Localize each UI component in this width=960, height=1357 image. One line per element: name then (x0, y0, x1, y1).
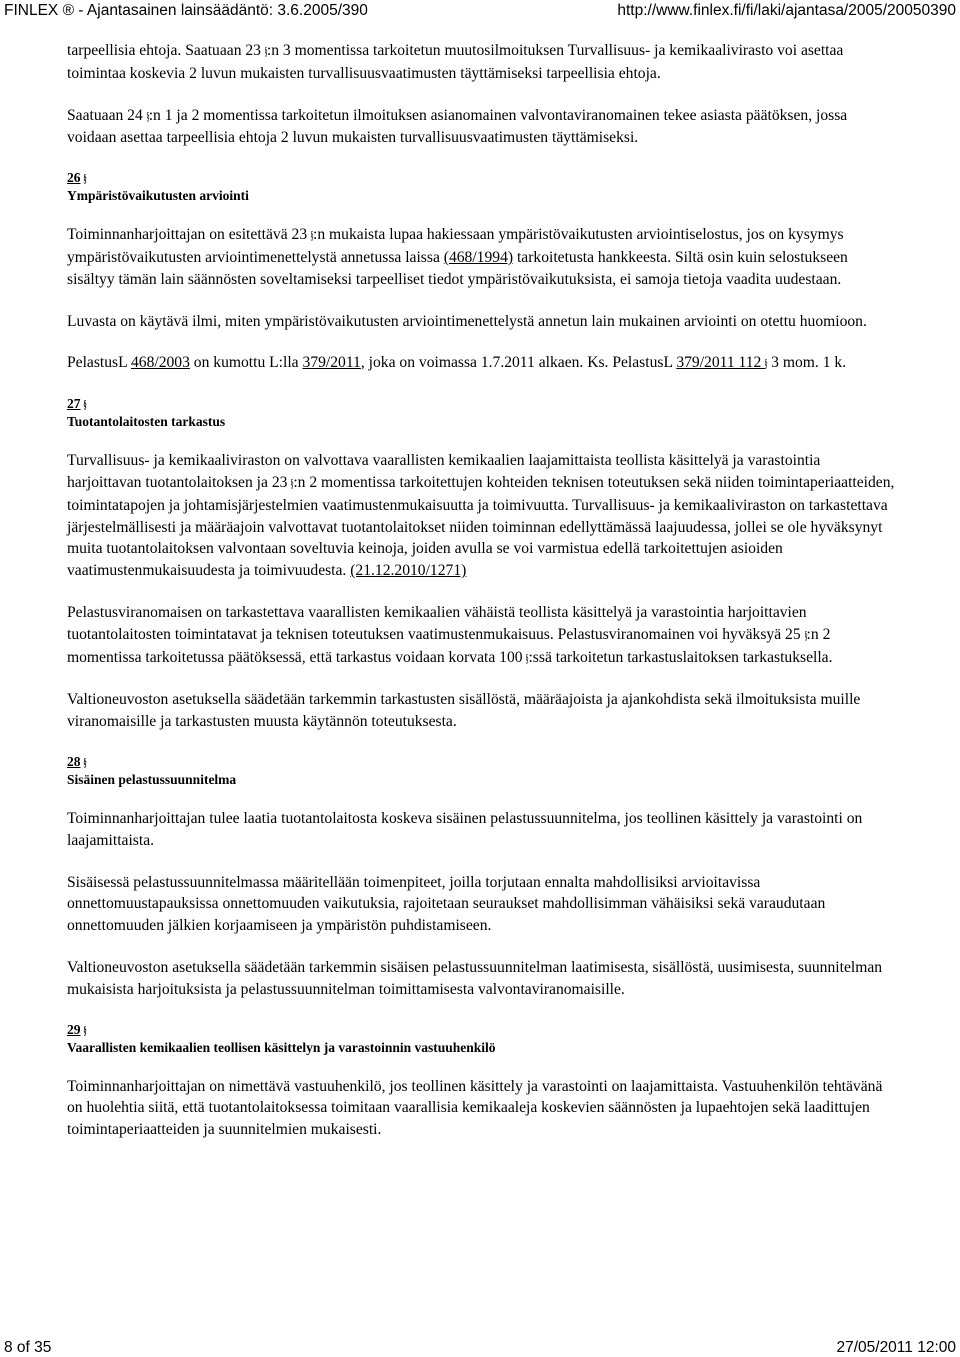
section-sign-icon: § (264, 44, 268, 58)
paragraph: Sisäisessä pelastussuunnitelmassa määritellään toimenpiteet, joilla torjutaan ennalta mahdollisiksi arvioitavissa onnettomuustapauksissa onnettomuuden vaikutuksia, rajoitetaan seuraukset mahdollisimman vähäisiksi sekä varaudutaan onnettomuuden jälkien korjaamiseen ja ympäristön puhdistamiseen. (67, 873, 826, 935)
text: :ssä tarkoitetun tarkastuslaitoksen tarkastuksella. (528, 648, 833, 666)
header-title: FINLEX ® - Ajantasainen lainsäädäntö: 3.6.2005/390 (4, 2, 368, 19)
page-indicator: 8 of 35 (4, 1339, 52, 1356)
paragraph (67, 352, 897, 375)
section-number-28[interactable] (67, 753, 897, 771)
paragraph: Toiminnanharjoittajan on nimettävä vastuuhenkilö, jos teollinen käsittely ja varastointi on laajamittaista. Vastuuhenkilön tehtävänä on huolehtia siitä, että tuotantolaitoksessa toimitaan vaarallisia kemikaaleja koskevien säännösten ja lupaehtojen sekä laadittujen toimintaperiaatteiden ja suunnitelmien mukaisesti. (67, 1077, 883, 1139)
section-sign-icon: § (525, 650, 530, 665)
section-number[interactable]: 27 (67, 396, 81, 412)
text: Toiminnanharjoittajan on esitettävä 23 (67, 226, 312, 244)
section-title-27: Tuotantolaitosten tarkastus (67, 414, 226, 430)
paragraph (67, 450, 897, 582)
text: :n 2 momentissa tarkoitetussa päätöksessä, että tarkastus voidaan korvata 100 (67, 625, 831, 666)
text: , joka on voimassa 1.7.2011 alkaen. Ks. PelastusL (360, 354, 677, 372)
section-number[interactable]: 29 (67, 1021, 81, 1037)
text: Saatuaan 24 (67, 106, 147, 124)
text: PelastusL (67, 354, 131, 372)
text: Turvallisuus- ja kemikaaliviraston on valvottava vaarallisten kemikaalien laajamittaista teollista käsittelyä ja varastointia harjoittavan tuotantolaitoksen ja 23 (67, 452, 821, 491)
section-sign-icon: § (146, 108, 150, 123)
paragraph (67, 40, 897, 85)
paragraph: Valtioneuvoston asetuksella säädetään tarkemmin tarkastusten sisällöstä, määräajoista ja ajankohdista sekä ilmoituksista muille viranomaisille ja tarkastusten muusta käytännön toteutuksesta. (67, 691, 861, 731)
law-link[interactable]: (468/1994) (443, 248, 514, 266)
text: :n mukaista lupaa hakiessaan ympäristövaikutusten arviointiselostus, jos on kysymys ympäristövaikutusten arviointimenettelystä annetussa laissa (67, 226, 844, 266)
section-sign-icon: § (83, 171, 87, 186)
paragraph: Valtioneuvoston asetuksella säädetään tarkemmin sisäisen pelastussuunnitelman laatimisesta, sisällöstä, uusimisesta, suunnitelman mukaisista harjoituksista ja pelastussuunnitelman toimittamisesta valvontaviranomaisille. (67, 958, 883, 998)
text: on kumottu L:lla (189, 354, 303, 372)
text: 3 mom. 1 k. (767, 354, 847, 372)
section-number[interactable]: 28 (67, 753, 81, 769)
text: :n 1 ja 2 momentissa tarkoitetun ilmoituksen asianomainen valvontaviranomainen tekee asiasta päätöksen, jossa voidaan asettaa tarpeellisia ehtoja 2 luvun mukaisten turvallisuusvaatimusten täyttämiseksi. (67, 106, 848, 147)
text: tarkoitetusta hankkeesta. Siltä osin kuin selostukseen sisältyy tämän lain säännösten soveltamiseksi tarpeelliset tiedot ympäristövaikutuksista, ei samoja tietoja vaadita uudestaan. (67, 248, 848, 288)
section-title-26: Ympäristövaikutusten arviointi (67, 188, 249, 204)
section-title-29: Vaarallisten kemikaalien teollisen käsittelyn ja varastoinnin vastuuhenkilö (67, 1039, 496, 1055)
section-title-28: Sisäinen pelastussuunnitelma (67, 771, 237, 787)
link-text[interactable]: 379/2011 112 (676, 354, 762, 372)
section-number-26[interactable] (67, 169, 897, 187)
section-sign-icon: § (310, 228, 314, 243)
paragraph (67, 105, 897, 150)
section-sign-icon: § (803, 627, 808, 642)
law-link[interactable]: 468/2003 (130, 354, 190, 372)
paragraph: Luvasta on käytävä ilmi, miten ympäristövaikutusten arviointimenettelystä annetun lain mukainen arviointi on otettu huomioon. (67, 312, 867, 330)
section-number-27[interactable] (67, 395, 897, 413)
section-sign-icon: § (83, 397, 87, 412)
law-link[interactable]: 379/2011 (302, 354, 361, 372)
section-sign-icon: § (290, 475, 294, 490)
print-timestamp: 27/05/2011 12:00 (836, 1339, 956, 1356)
text: tarpeellisia ehtoja. Saatuaan 23 (67, 42, 265, 59)
section-number-29[interactable] (67, 1021, 897, 1039)
section-sign-icon: § (764, 356, 768, 371)
section-number[interactable]: 26 (67, 170, 81, 186)
section-sign-icon: § (83, 754, 87, 769)
paragraph (67, 224, 897, 290)
header-url[interactable]: http://www.finlex.fi/fi/laki/ajantasa/2005/20050390 (617, 2, 956, 19)
law-link[interactable]: (21.12.2010/1271) (350, 562, 467, 580)
paragraph (67, 602, 897, 669)
paragraph: Toiminnanharjoittajan tulee laatia tuotantolaitosta koskeva sisäinen pelastussuunnitelma, jos teollinen käsittely ja varastointi on laajamittaista. (67, 809, 863, 849)
text: :n 2 momentissa tarkoitettujen kohteiden teknisen toteutuksen sekä niiden toimintaperiaatteiden, toimintatapojen ja johtamisjärjestelmien vaatimustenmukaisuutta ja toimivuutta. Turvallisuus- ja kemikaaliviraston on tarkastettava järjestelmällisesti ja määräajoin valvottavat tuotantolaitokset niiden toiminnan edellyttämässä laajuudessa, jollei se ole hyväksynyt muita tuotantolaitoksen valvontaan soveltuvia keinoja, joiden avulla se voi varmistua edellä tarkoitettujen asioiden vaatimustenmukaisuudesta ja toimivuudesta. (67, 473, 895, 580)
document-body (67, 40, 897, 1161)
section-sign-icon: § (83, 1022, 87, 1037)
text: :n 3 momentissa tarkoitetun muutosilmoituksen Turvallisuus- ja kemikaalivirasto voi asettaa toimintaa koskevia 2 luvun mukaisten turvallisuusvaatimusten täyttämiseksi tarpeellisia ehtoja. (67, 42, 844, 82)
law-link[interactable] (676, 354, 767, 371)
text: Pelastusviranomaisen on tarkastettava vaarallisten kemikaalien vähäistä teollista käsittelyä ja varastointia harjoittavien tuotantolaitosten toimintatavat ja teknisen toteutuksen vaatimustenmukaisuus. Pelastusviranomainen voi hyväksyä 25 (67, 603, 807, 643)
